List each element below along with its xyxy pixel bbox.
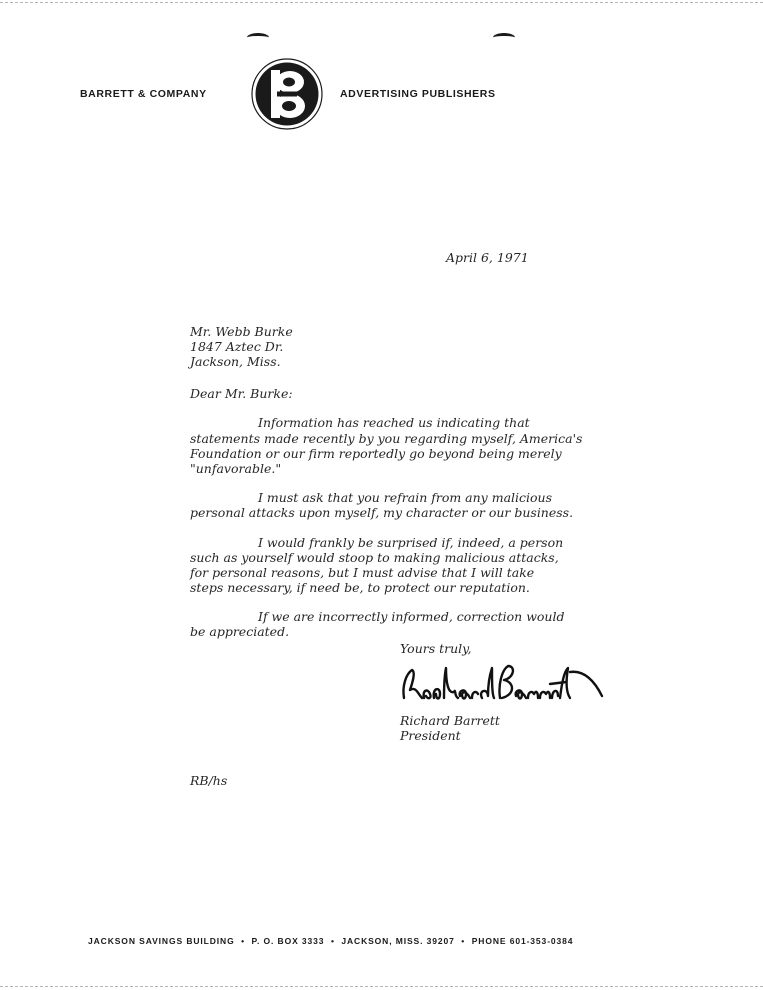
paragraph-3-line-4: steps necessary, if need be, to protect our reputation.	[190, 580, 530, 595]
recipient-name: Mr. Webb Burke	[190, 324, 293, 339]
paragraph-1-line-3: Foundation or our firm reportedly go beyond being merely	[190, 446, 562, 461]
recipient-city: Jackson, Miss.	[190, 354, 281, 369]
recipient-street: 1847 Aztec Dr.	[190, 339, 284, 354]
closing: Yours truly,	[400, 641, 472, 656]
bottom-page-edge	[0, 986, 763, 987]
paragraph-1-line-2: statements made recently by you regarding myself, America's	[190, 431, 583, 446]
paragraph-3-line-2: such as yourself would stoop to making malicious attacks,	[190, 550, 559, 565]
signer-title: President	[400, 728, 461, 743]
paragraph-2-line-1: I must ask that you refrain from any malicious	[258, 490, 553, 505]
paragraph-1-line-4: "unfavorable."	[190, 461, 282, 476]
letterhead-company-name: BARRETT & COMPANY	[80, 88, 207, 100]
paragraph-1-line-1: Information has reached us indicating that	[258, 415, 530, 430]
footer-address: JACKSON SAVINGS BUILDING • P. O. BOX 3333 • JACKSON, MISS. 39207 • PHONE 601-353-0384	[88, 936, 574, 946]
letterhead-tagline: ADVERTISING PUBLISHERS	[340, 88, 496, 100]
paragraph-2-line-2: personal attacks upon myself, my character or our business.	[190, 505, 574, 520]
letter-date: April 6, 1971	[446, 250, 529, 265]
typist-initials: RB/hs	[190, 773, 228, 788]
handwritten-signature	[398, 660, 606, 706]
paragraph-3-line-1: I would frankly be surprised if, indeed, a person	[258, 535, 564, 550]
signer-name: Richard Barrett	[400, 713, 500, 728]
paragraph-3-line-3: for personal reasons, but I must advise that I will take	[190, 565, 535, 580]
paragraph-4-line-2: be appreciated.	[190, 624, 290, 639]
paragraph-4-line-1: If we are incorrectly informed, correction would	[258, 609, 565, 624]
salutation: Dear Mr. Burke:	[190, 386, 293, 401]
